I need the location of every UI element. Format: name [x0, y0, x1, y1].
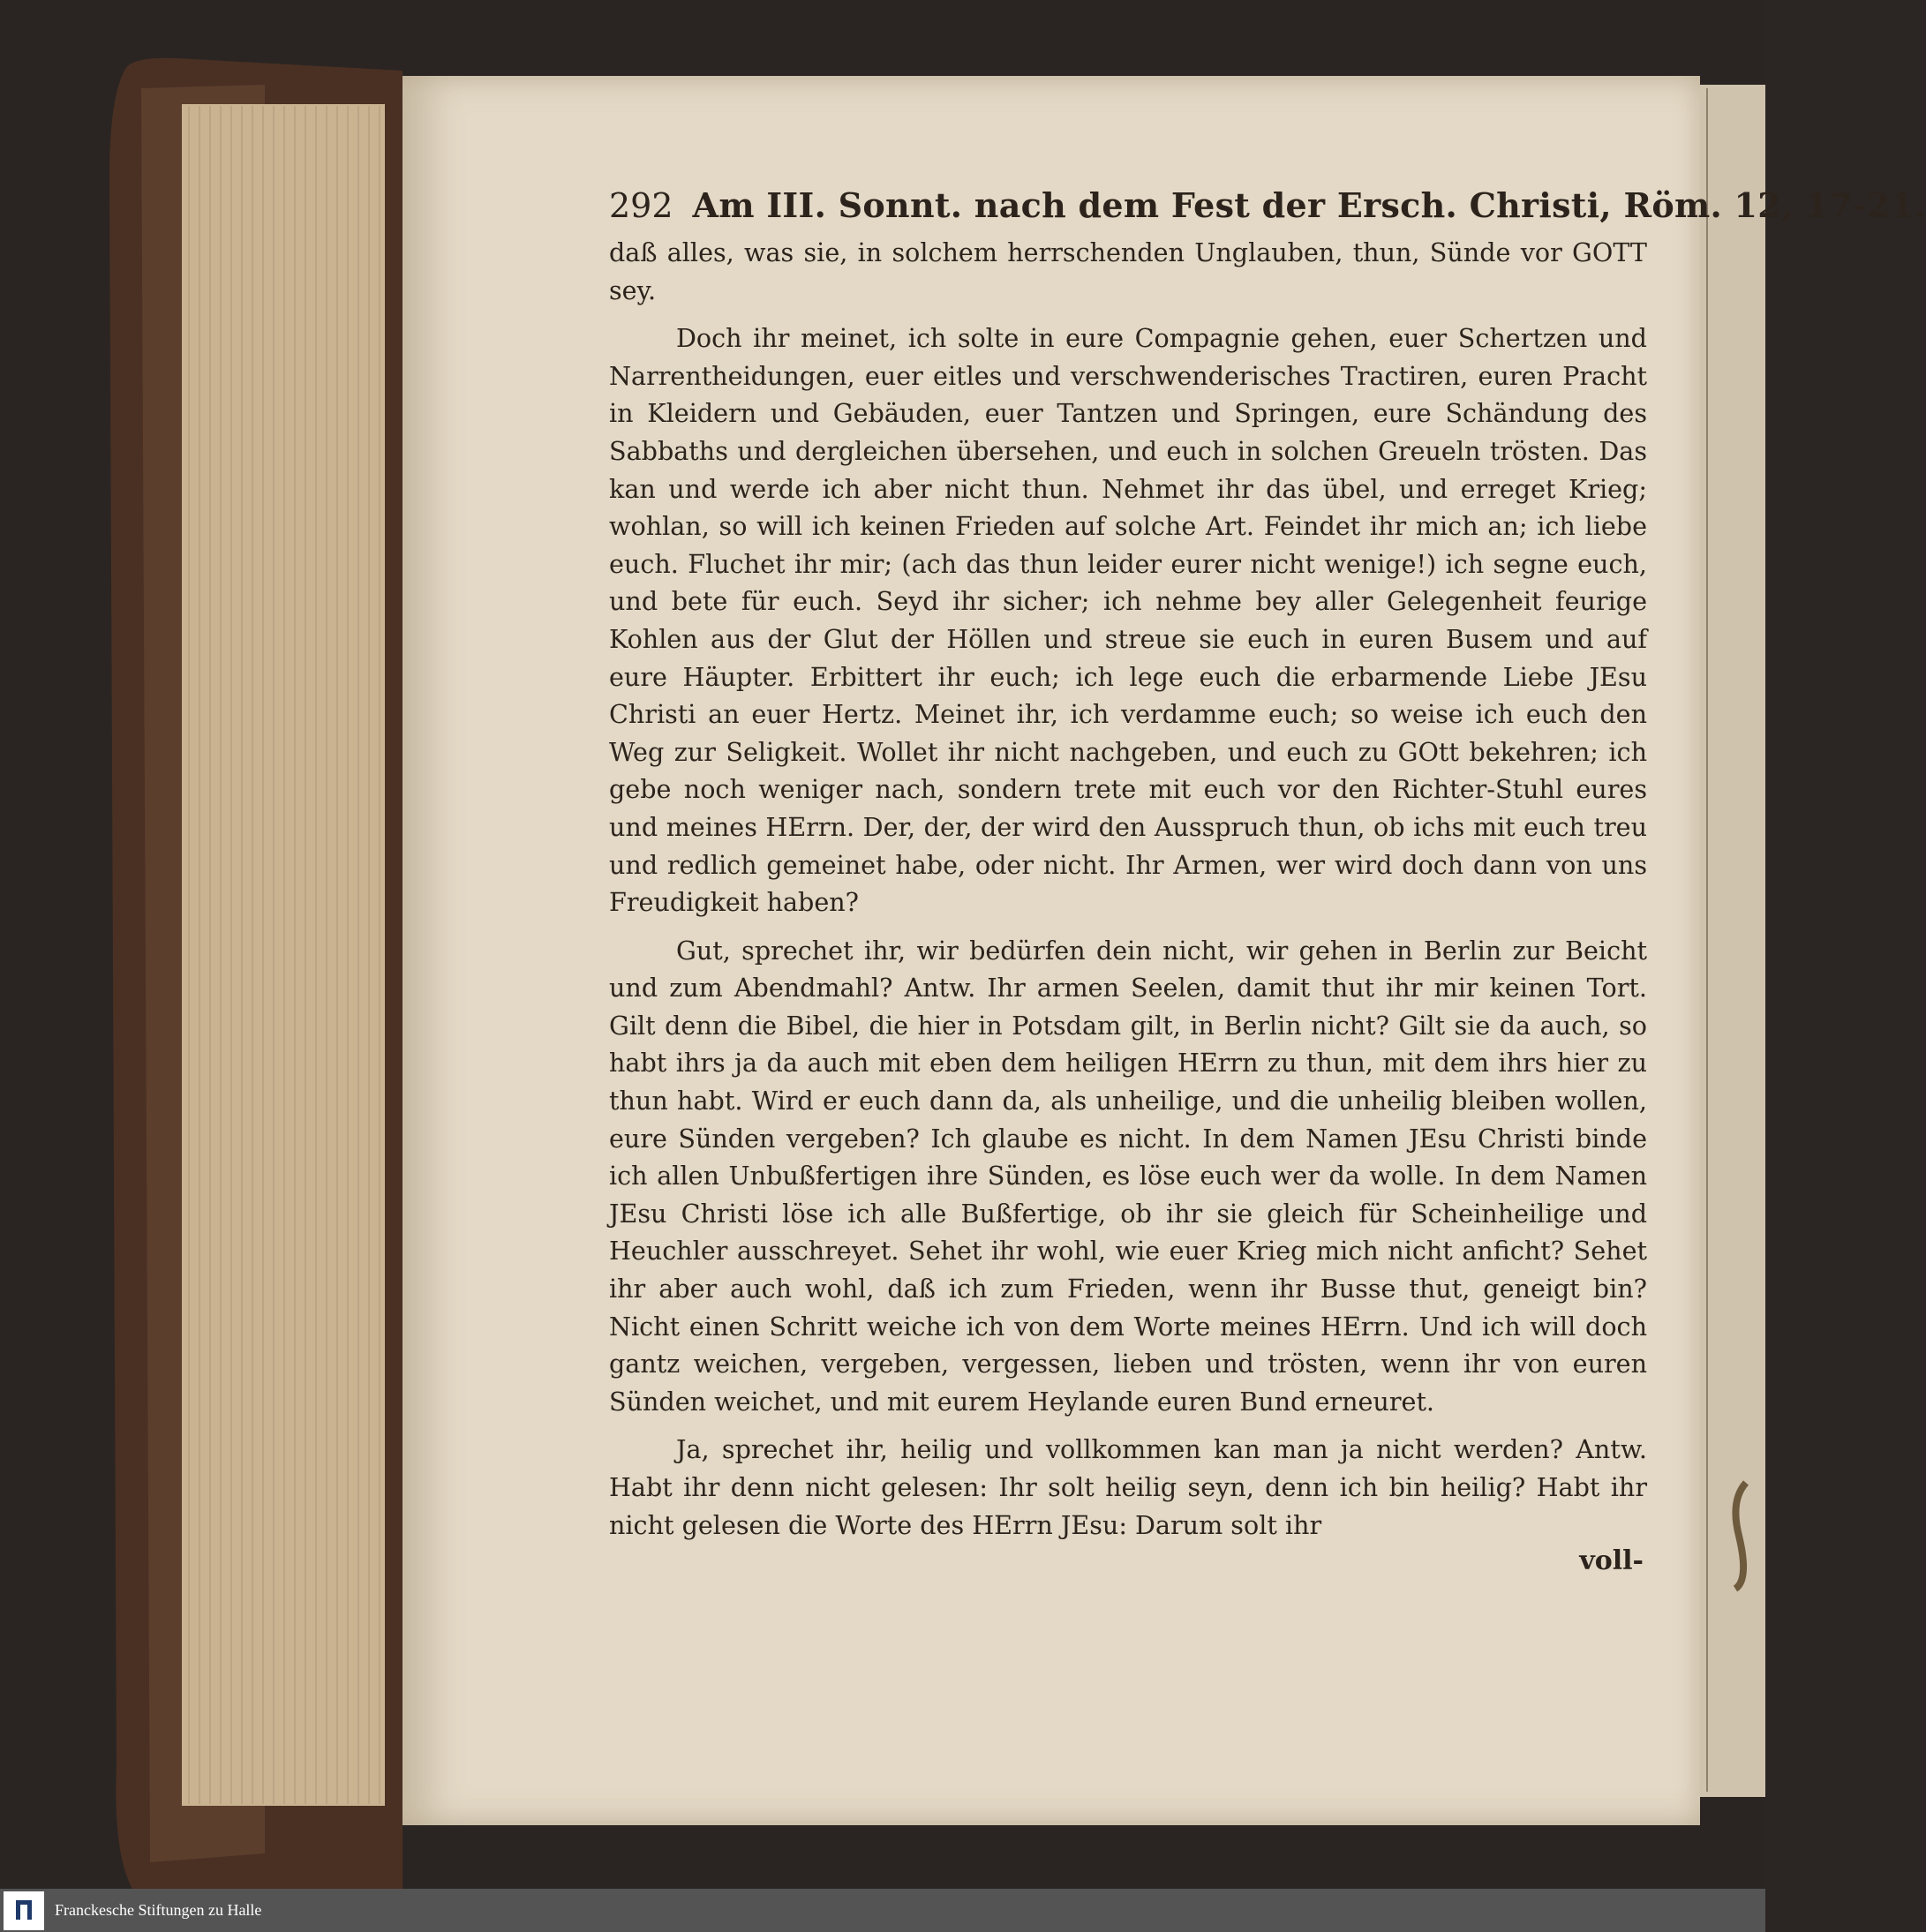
footer-bar: [0, 1889, 1765, 1932]
body-text: [609, 234, 1647, 1544]
page-edges: [182, 104, 385, 1806]
paragraph-continuation: daß alles, was sie, in solchem herrschenden Unglauben, thun, Sünde vor GOTT sey.: [609, 237, 1647, 305]
right-page-edge: [1700, 85, 1765, 1797]
page-number: 292: [609, 186, 673, 225]
paragraph: Ja, sprechet ihr, heilig und vollkommen kan man ja nicht werden? Antw. Habt ihr denn nicht gelesen: Ihr solt heilig seyn, denn ich bin heilig? Habt ihr nicht gelesen die Worte des HErrn JEsu: Darum solt ihr: [609, 1434, 1647, 1540]
running-head: [609, 185, 1926, 225]
paragraph: Gut, sprechet ihr, wir bedürfen dein nicht, wir gehen in Berlin zur Beicht und zum Abendmahl? Antw. Ihr armen Seelen, damit thut ihr mir keinen Tort. Gilt denn die Bibel, die hier in Potsdam gilt, in Berlin nicht? Gilt sie da auch, so habt ihrs ja da auch mit eben dem heiligen HErrn zu thun, mit dem ihrs hier zu thun habt. Wird er euch dann da, als unheilige, und die unheilig bleiben wollen, eure Sünden vergeben? Ich glaube es nicht. In dem Namen JEsu Christi binde ich allen Unbußfertigen ihre Sünden, es löse euch wer da wolle. In dem Namen JEsu Christi löse ich alle Bußfertige, ob ihr sie gleich für Scheinheilige und Heuchler ausschreyet. Sehet ihr wohl, wie euer Krieg mich nicht anficht? Sehet ihr aber auch wohl, daß ich zum Frieden, wenn ihr Busse thut, geneigt bin? Nicht einen Schritt weiche ich von dem Worte meines HErrn. Und ich will doch gantz weichen, vergeben, vergessen, lieben und trösten, wenn ihr von euren Sünden weichet, und mit eurem Heylande euren Bund erneuret.: [609, 935, 1647, 1417]
catchword: voll-: [1579, 1545, 1644, 1577]
page-text-block: [609, 185, 1926, 1615]
paragraph: Doch ihr meinet, ich solte in eure Compagnie gehen, euer Schertzen und Narrentheidungen, euer eitles und verschwenderisches Tractiren, euren Pracht in Kleidern und Gebäuden, euer Tantzen und Springen, eure Schändung des Sabbaths und dergleichen übersehen, und euch in solchen Greueln trösten. Das kan und werde ich aber nicht thun. Nehmet ihr das übel, und erreget Krieg; wohlan, so will ich keinen Frieden auf solche Art. Feindet ihr mich an; ich liebe euch. Fluchet ihr mir; (ach das thun leider eurer nicht wenige!) ich segne euch, und bete für euch. Seyd ihr sicher; ich nehme bey aller Gelegenheit feurige Kohlen aus der Glut der Höllen und streue sie euch in euren Busem und auf eure Häupter. Erbittert ihr euch; ich lege euch die erbarmende Liebe JEsu Christi an euer Hertz. Meinet ihr, ich verdamme euch; so weise ich euch den Weg zur Seligkeit. Wollet ihr nicht nachgeben, und euch zu GOtt bekehren; ich gebe noch weniger nach, sondern trete mit euch vor den Richter-Stuhl eures und meines HErrn. Der, der, der wird den Ausspruch thun, ob ichs mit euch treu und redlich gemeinet habe, oder nicht. Ihr Armen, wer wird doch dann von uns Freudigkeit haben?: [609, 323, 1647, 918]
footer-label: Franckesche Stiftungen zu Halle: [55, 1901, 262, 1919]
running-title: Am III. Sonnt. nach dem Fest der Ersch. Christi, Röm. 12, 17-21.: [692, 185, 1926, 225]
institution-logo-icon: [4, 1891, 44, 1930]
